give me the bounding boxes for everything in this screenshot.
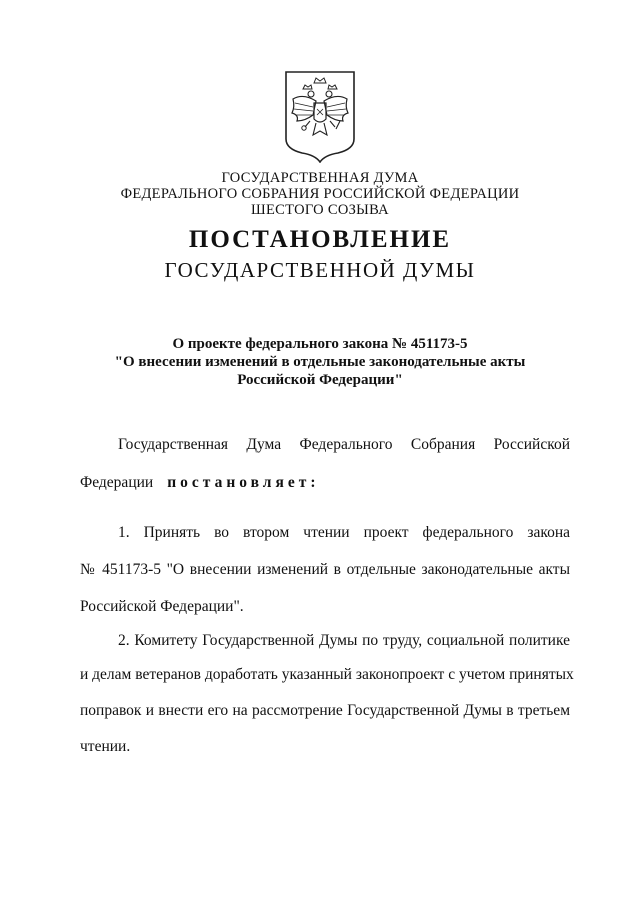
org-line-2: ФЕДЕРАЛЬНОГО СОБРАНИЯ РОССИЙСКОЙ ФЕДЕРАЦИИ xyxy=(120,186,520,202)
preamble-line-1: Государственная Дума Федерального Собрания Российской xyxy=(118,436,570,453)
item-1-line-3: Российской Федерации". xyxy=(80,598,244,615)
preamble-line-2 xyxy=(80,474,570,492)
document-type-title: ПОСТАНОВЛЕНИЕ xyxy=(188,226,452,253)
resolves-emphasis: постановляет: xyxy=(167,474,320,491)
org-line-3: ШЕСТОГО СОЗЫВА xyxy=(251,202,389,218)
russian-coat-of-arms-icon xyxy=(283,69,357,163)
item-2-line-3: поправок и внести его на рассмотрение Государственной Думы в третьем xyxy=(80,702,570,719)
item-1-line-2: № 451173-5 "О внесении изменений в отдельные законодательные акты xyxy=(80,561,570,578)
document-issuer-subtitle: ГОСУДАРСТВЕННОЙ ДУМЫ xyxy=(164,258,476,282)
subject-line-1: О проекте федерального закона № 451173-5 xyxy=(172,336,468,352)
subject-line-3: Российской Федерации" xyxy=(237,372,403,388)
preamble-text: Федерации xyxy=(80,474,154,491)
org-line-1: ГОСУДАРСТВЕННАЯ ДУМА xyxy=(221,170,419,186)
subject-line-2: "О внесении изменений в отдельные законодательные акты xyxy=(114,354,526,370)
item-2-line-1: 2. Комитету Государственной Думы по труду, социальной политике xyxy=(118,632,570,649)
item-2-line-2: и делам ветеранов доработать указанный законопроект с учетом принятых xyxy=(80,666,574,683)
item-2-line-4: чтении. xyxy=(80,738,131,755)
item-1-line-1: 1. Принять во втором чтении проект федерального закона xyxy=(118,524,570,541)
